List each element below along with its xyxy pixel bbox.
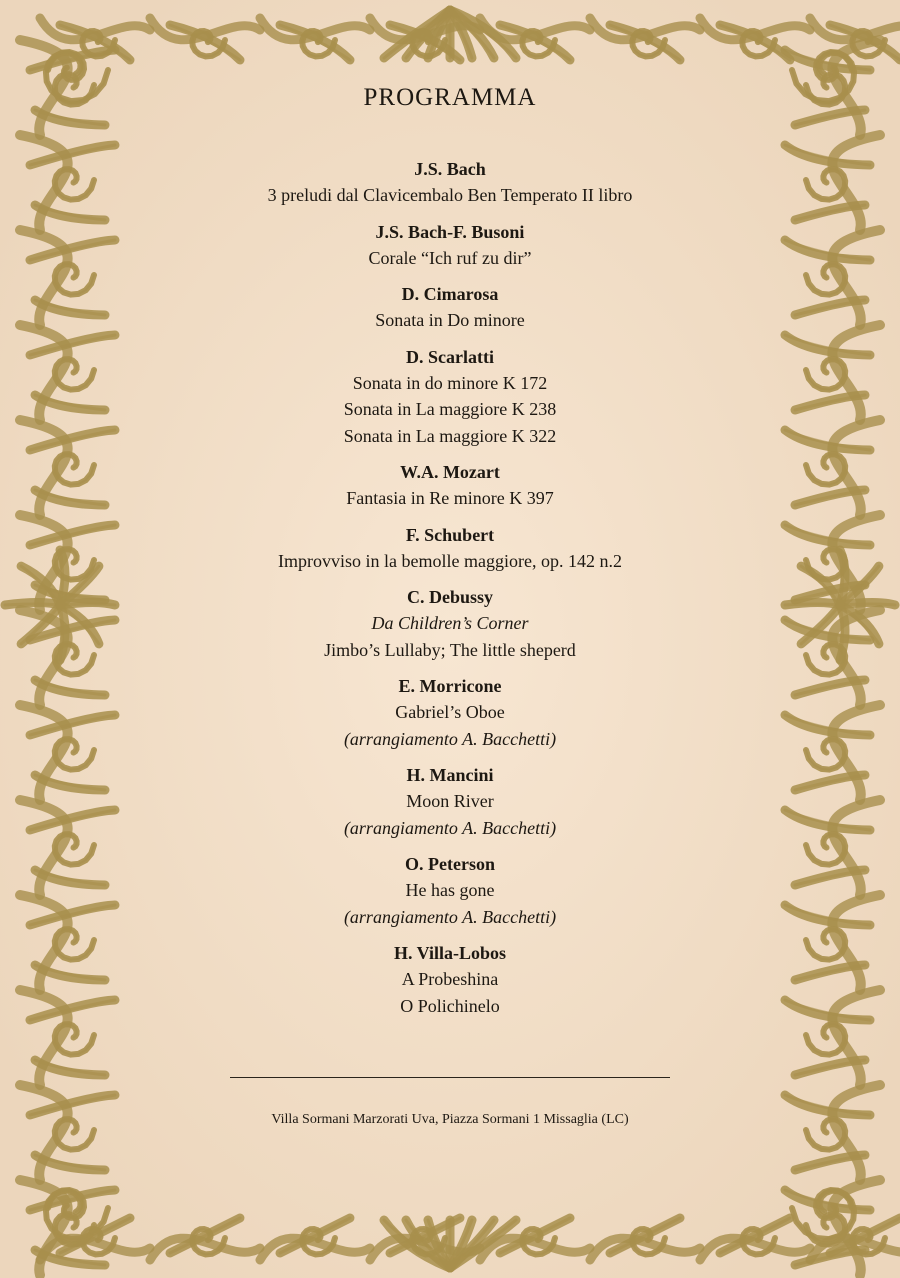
work-note: (arrangiamento A. Bacchetti) [343,728,557,749]
work-note: (arrangiamento A. Bacchetti) [343,906,557,927]
work-title: Sonata in La maggiore K 322 [343,425,557,446]
work-title: Jimbo’s Lullaby; The little sheperd [324,639,576,660]
work-title: 3 preludi dal Clavicembalo Ben Temperato II libro [267,185,633,205]
composer-name: O. Peterson [405,854,495,874]
work-title: Moon River [406,791,494,811]
work-title: He has gone [405,880,495,900]
work-title: Fantasia in Re minore K 397 [346,488,554,508]
work-title: Corale “Ich ruf zu dir” [368,247,532,268]
program-entry [150,673,750,752]
program-content [150,82,750,1029]
program-entry [150,522,750,575]
program-entry [150,851,750,930]
divider-line [230,1077,670,1078]
page-title: PROGRAMMA [363,84,537,111]
program-entry [150,940,750,1019]
composer-name: J.S. Bach [414,159,486,179]
composer-name: H. Mancini [406,765,494,785]
composer-name: E. Morricone [398,676,502,696]
composer-name: W.A. Mozart [400,462,500,482]
program-entry [150,344,750,450]
program-entry [150,762,750,841]
composer-name: D. Scarlatti [406,346,494,367]
composer-name: D. Cimarosa [401,284,499,304]
program-entry [150,156,750,209]
work-title: Sonata in La maggiore K 238 [343,399,557,419]
work-title: O Polichinelo [400,995,500,1016]
program-entry [150,584,750,663]
work-note: Da Children’s Corner [371,613,529,633]
work-title: Sonata in Do minore [375,310,525,330]
composer-name: F. Schubert [405,524,495,545]
program-entry [150,459,750,512]
venue-address: Villa Sormani Marzorati Uva, Piazza Sormani 1 Missaglia (LC) [271,1112,629,1127]
program-entry [150,219,750,272]
program-list [150,156,750,1019]
work-title: A Probeshina [401,969,499,989]
work-note: (arrangiamento A. Bacchetti) [343,817,557,838]
composer-name: H. Villa-Lobos [393,943,507,963]
work-title: Gabriel’s Oboe [395,702,505,722]
work-title: Improvviso in la bemolle maggiore, op. 142 n.2 [278,550,622,571]
composer-name: C. Debussy [406,587,494,607]
composer-name: J.S. Bach-F. Busoni [375,221,525,242]
program-entry [150,281,750,334]
work-title: Sonata in do minore K 172 [352,372,548,393]
